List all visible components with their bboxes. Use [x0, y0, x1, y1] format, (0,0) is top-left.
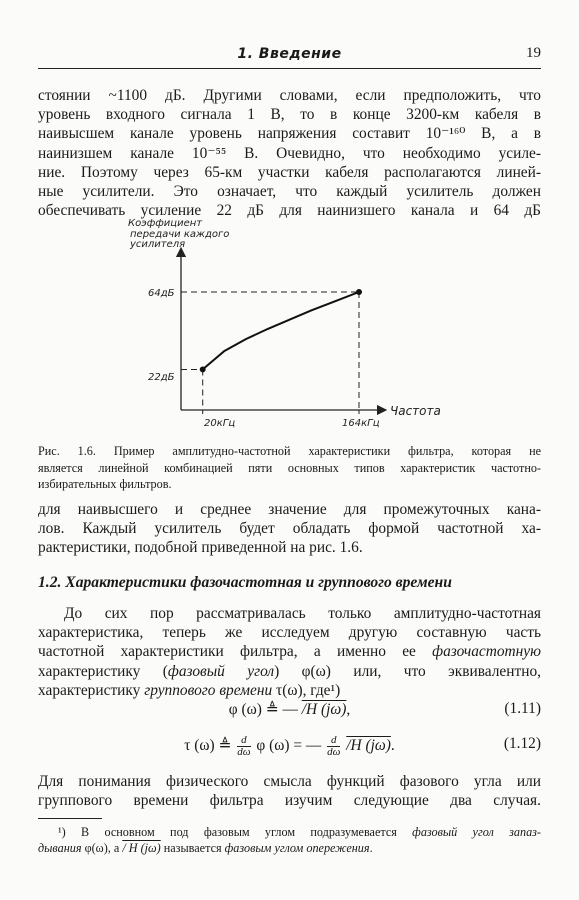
x-tick-label: 164кГц [342, 418, 380, 429]
fraction-numerator: d [241, 734, 247, 746]
text-line: группового времени фильтра изучим следующие два случая. [38, 792, 541, 810]
footnote [38, 824, 541, 856]
y-tick-label: 64дБ [148, 288, 175, 299]
term-lead-angle: фазовым углом опережения [224, 841, 370, 855]
equation-end: , [346, 701, 351, 718]
chart-series-group [181, 289, 362, 414]
section-heading [38, 574, 541, 592]
transfer-function: H (jω) [306, 701, 347, 718]
equation-middle: φ (ω) = — [252, 737, 326, 755]
caption-line: избирательных фильтров. [38, 477, 172, 491]
fraction-denominator: dω [237, 746, 251, 758]
equation-body [38, 735, 541, 758]
equation-number: (1.12) [503, 735, 541, 752]
text-line: До сих пор рассматривалась только амплитудно-частотная [64, 605, 541, 622]
text-run: . [369, 841, 373, 855]
section-number: 1.2. [38, 574, 62, 591]
text-line [38, 662, 541, 681]
term-group-delay: группового времени [144, 681, 273, 699]
derivative-fraction [237, 735, 250, 758]
equation-1-12 [38, 735, 541, 759]
fraction-numerator: d [331, 734, 337, 746]
y-axis-label-line: Коэффициент [128, 218, 203, 229]
footnote-line [38, 840, 541, 856]
paragraph-2 [38, 500, 541, 558]
page-number: 19 [526, 45, 541, 61]
chapter-title: 1. Введение [237, 46, 342, 62]
caption-line: Рис. 1.6. Пример амплитудно-частотной характеристики фильтра, которая не [38, 444, 541, 458]
text-line: ние. Поэтому через 65-км участки кабеля располагаются линей- [38, 163, 541, 181]
text-run: ¹) В основном под фазовым углом подразумевается [58, 825, 413, 839]
equation-end: . [390, 737, 395, 755]
equation-number: (1.11) [504, 700, 541, 717]
text-line: наивысшем канале уровень напряжения составит 10⁻¹⁶⁰ В, а в [38, 125, 541, 143]
text-run: φ(ω), а [81, 841, 123, 855]
y-axis-label-line: передачи каждого [130, 229, 230, 240]
x-axis-label: Частота [390, 404, 441, 418]
data-point [356, 289, 362, 295]
text-line: характеристика, теперь же исследуем другую составную часть [38, 624, 541, 642]
paragraph-4 [38, 772, 541, 810]
derivative-fraction [327, 735, 340, 758]
transfer-function: / H (jω) [122, 841, 161, 855]
text-line: рактеристики, подобной приведенной на рис. 1.6. [38, 539, 363, 557]
text-line: уровень входного сигнала 1 В, то в конце 3200-км кабеля в [38, 106, 541, 124]
text-run: τ(ω), где¹) [272, 681, 341, 699]
fraction-denominator: dω [327, 746, 341, 758]
transfer-function: H (jω) [350, 737, 391, 755]
equation-lhs: τ (ω) ≜ [184, 737, 236, 755]
footnote-rule [38, 818, 102, 819]
text-run: ) φ(ω) или, что эквивалентно, [274, 662, 541, 680]
series-line [203, 292, 359, 369]
text-line: наинизшем канале 10⁻⁵⁵ В. Очевидно, что необходимо усиле- [38, 144, 541, 162]
caption-line: является линейной комбинацией пяти основных типов характеристик частотно- [38, 460, 541, 475]
term-phase-frequency: фазочастотную [432, 643, 541, 661]
angle-symbol: / [346, 737, 351, 755]
equation-body [38, 700, 541, 719]
text-line [38, 681, 541, 700]
text-run: частотной характеристики фильтра, а именно ее [38, 643, 433, 661]
text-run: характеристику [38, 681, 145, 699]
angle-symbol: / [301, 701, 306, 718]
term-lag-angle: фазовый угол запаз- [412, 825, 541, 839]
text-line: обеспечивать усиление 22 дБ для наинизшего канала и 64 дБ [38, 202, 541, 220]
text-run: называется [160, 841, 225, 855]
text-run: характеристику ( [38, 662, 168, 680]
paragraph-1 [38, 86, 541, 220]
figure-caption [38, 443, 541, 493]
equation-lhs: φ (ω) ≜ — [228, 701, 302, 718]
equation-1-11 [38, 700, 541, 724]
text-line [38, 642, 541, 661]
running-header [38, 46, 541, 69]
figure-1-6-chart [0, 210, 579, 440]
term-phase-angle: фазовый угол [167, 662, 275, 680]
term-lag-angle-end: дывания [38, 841, 82, 855]
y-tick-label: 22дБ [148, 372, 175, 383]
paragraph-3 [38, 604, 541, 700]
text-line: ные усилители. Это означает, что каждый усилитель должен [38, 183, 541, 201]
text-line: для наивысшего и среднее значение для промежуточных кана- [38, 501, 541, 518]
text-line: стоянии ~1100 дБ. Другими словами, если предположить, что [38, 87, 541, 104]
y-axis-label-line: усилителя [130, 239, 186, 250]
section-title: Характеристики фазочастотная и группового времени [65, 574, 452, 591]
data-point [200, 366, 206, 372]
x-tick-label: 20кГц [204, 418, 236, 429]
text-line: лов. Каждый усилитель будет обладать формой частотной ха- [38, 520, 541, 538]
text-line: Для понимания физического смысла функций фазового угла или [38, 773, 541, 790]
footnote-line [38, 824, 541, 840]
